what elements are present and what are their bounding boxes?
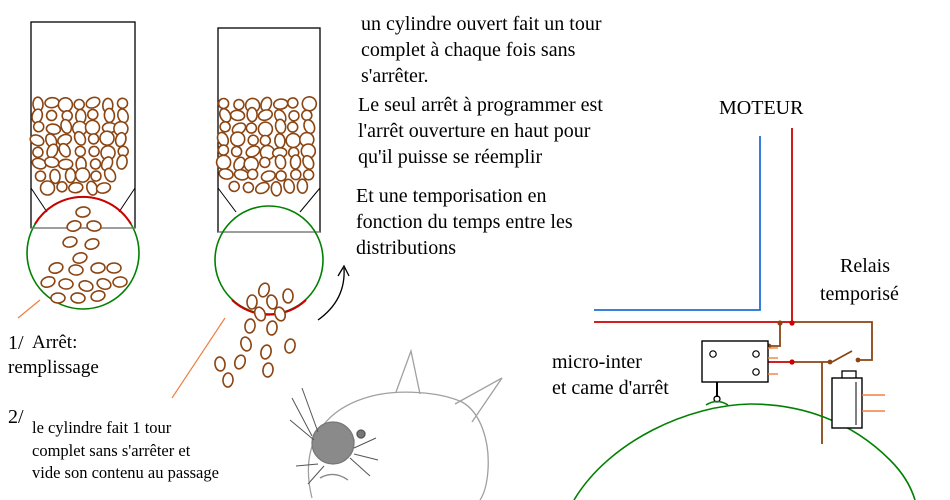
pellet	[254, 180, 271, 195]
step-2-line-1: le cylindre fait 1 tour	[32, 418, 172, 437]
pellet	[230, 145, 244, 159]
pellet	[40, 275, 56, 289]
pellet	[65, 169, 75, 183]
timed-relay-body	[832, 371, 885, 428]
pellet	[247, 295, 257, 309]
pellet	[59, 279, 74, 290]
pellet	[88, 146, 100, 158]
pellet	[74, 99, 84, 109]
step-1-number: 1/	[8, 332, 24, 354]
pellet	[266, 320, 278, 335]
pellet	[96, 277, 112, 291]
pellet	[57, 182, 67, 192]
rotation-arrow	[318, 266, 349, 320]
description-line-4: Le seul arrêt à programmer est	[358, 94, 603, 116]
pellet	[247, 108, 257, 122]
pellet	[232, 98, 245, 111]
micro-switch-label-line-2: et came d'arrêt	[552, 377, 669, 399]
step-1-text: remplissage	[8, 357, 99, 378]
cam-wheel	[574, 402, 915, 500]
cylinder-2	[214, 206, 323, 387]
hopper-2-pellets	[214, 94, 319, 196]
pellet	[89, 158, 102, 171]
cylinder-1-pellets	[40, 206, 127, 303]
pellet	[85, 95, 102, 110]
pellet	[99, 131, 114, 146]
pellet	[287, 109, 300, 122]
pellet	[229, 181, 240, 192]
pellet	[218, 168, 234, 181]
pellet	[113, 277, 128, 288]
pellet	[259, 344, 272, 360]
pellet	[46, 123, 61, 135]
pellet	[32, 146, 44, 158]
pellet	[242, 181, 254, 193]
description-line-8: fonction du temps entre les	[356, 211, 573, 233]
pellet	[257, 108, 273, 122]
description-line-5: l'arrêt ouverture en haut pour	[358, 120, 591, 142]
pellet	[62, 236, 78, 249]
pellet	[287, 97, 299, 109]
pellet	[35, 171, 46, 182]
pellet	[51, 293, 65, 303]
pellet	[107, 263, 121, 273]
hopper-2	[214, 28, 320, 232]
description-line-3: s'arrêter.	[361, 65, 429, 87]
pellet	[246, 122, 257, 133]
pellet	[45, 97, 60, 108]
pellet	[248, 135, 258, 145]
pellet	[283, 289, 293, 303]
description-line-6: qu'il puisse se réemplir	[358, 146, 543, 168]
pellet	[233, 354, 247, 370]
pellet	[218, 144, 230, 156]
pellet	[284, 338, 296, 354]
step-2-line-2: complet sans s'arrêter et	[32, 441, 191, 460]
cat-sketch	[290, 351, 502, 500]
description-line-1: un cylindre ouvert fait un tour	[361, 13, 602, 35]
micro-switch	[702, 341, 778, 402]
pellet	[290, 155, 301, 170]
step-2-number: 2/	[8, 406, 24, 428]
pellet	[74, 145, 87, 158]
pellet	[273, 98, 288, 110]
pellet	[69, 265, 84, 276]
pellet	[104, 108, 115, 123]
pellet	[76, 206, 91, 217]
pellet	[58, 98, 72, 112]
pellet	[214, 356, 226, 371]
pellet	[260, 169, 276, 182]
pellet	[90, 289, 106, 302]
pellet	[223, 373, 234, 388]
cylinder-1	[27, 197, 139, 309]
micro-switch-label-line-1: micro-inter	[552, 351, 642, 373]
pellet	[218, 98, 229, 109]
pellet	[68, 182, 83, 194]
pellet	[244, 318, 256, 333]
pellet	[90, 262, 105, 274]
pellet	[231, 132, 245, 146]
pellet	[117, 98, 128, 109]
pellet	[84, 237, 100, 251]
pellet	[59, 118, 73, 134]
pellet	[262, 362, 274, 377]
pellet	[78, 279, 94, 292]
pellet	[297, 179, 307, 193]
pellet	[274, 133, 285, 148]
pellet	[72, 251, 88, 264]
pellet	[71, 292, 86, 303]
description-line-2: complet à chaque fois sans	[361, 39, 576, 61]
pellet	[288, 122, 298, 132]
step-2-line-3: vide son contenu au passage	[32, 463, 219, 482]
falling-pellets	[214, 282, 296, 388]
pellet	[45, 109, 57, 121]
pellet	[271, 181, 282, 196]
relay-label-line-1: Relais	[840, 255, 890, 277]
pellet	[218, 120, 232, 134]
pellet	[230, 110, 245, 122]
pellet	[116, 154, 128, 169]
description-line-9: distributions	[356, 237, 457, 259]
pellet	[86, 220, 101, 232]
relay-label-line-2: temporisé	[820, 283, 899, 305]
pellet	[48, 261, 64, 274]
pellet	[239, 336, 252, 352]
step-1-title: Arrêt:	[32, 332, 78, 353]
pellet	[260, 135, 271, 146]
pellet	[40, 181, 54, 195]
motor-label: MOTEUR	[719, 97, 804, 119]
step-1-pointer	[18, 300, 40, 318]
hopper-1-pellets	[29, 95, 131, 196]
pellet	[87, 109, 98, 120]
pellet	[66, 219, 82, 232]
pellet	[96, 182, 112, 195]
description-line-7: Et une temporisation en	[356, 185, 547, 207]
pellet	[282, 178, 295, 194]
